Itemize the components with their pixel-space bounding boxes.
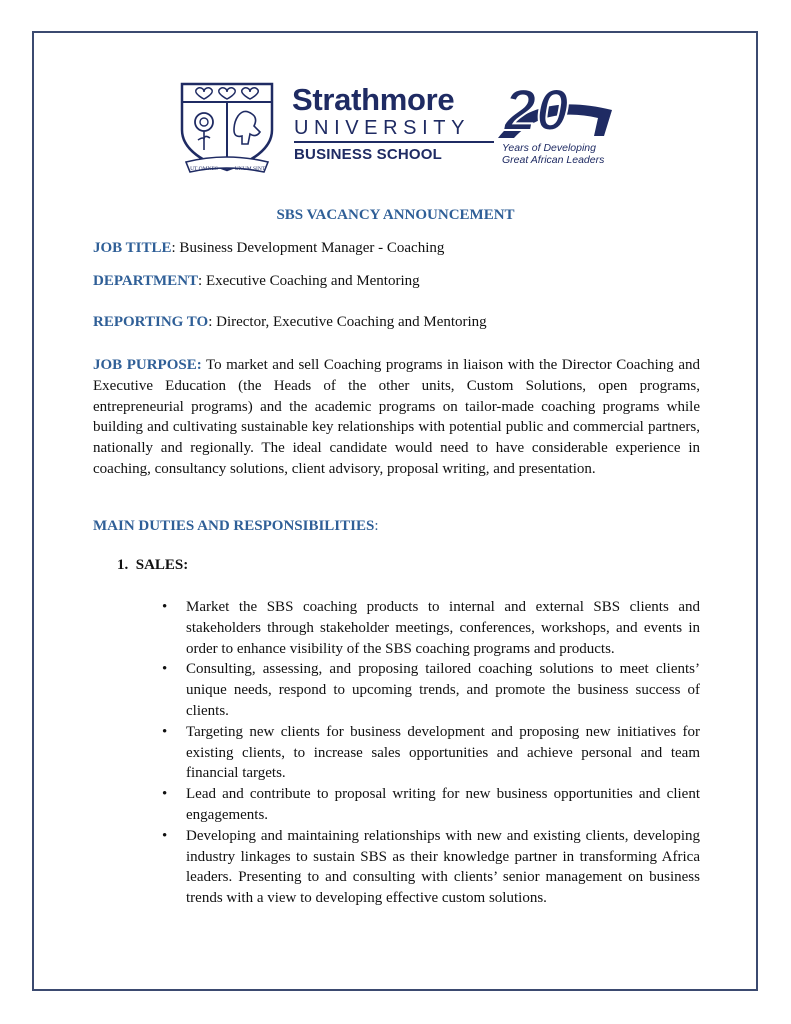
- logo-divider: [294, 141, 494, 143]
- anniversary-line-1: Years of Developing: [502, 142, 596, 154]
- bullet-icon: •: [162, 723, 168, 740]
- crest-motto-left: UT OMNES: [190, 166, 218, 172]
- anniversary-line-2: Great African Leaders: [502, 154, 605, 166]
- sales-heading: 1. SALES:: [117, 557, 189, 573]
- crest-icon: [178, 80, 276, 178]
- bullet-text: Consulting, assessing, and proposing tailored coaching solutions to meet clients’ unique needs, respond to upcoming trends, and promote the business success of clients.: [186, 661, 700, 719]
- reporting-label: REPORTING TO: [93, 314, 209, 330]
- bullet-icon: •: [162, 827, 168, 844]
- job-purpose-label: JOB PURPOSE:: [93, 357, 202, 373]
- duties-heading-colon: :: [374, 518, 379, 534]
- crest-motto-right: UNUM SINT: [234, 166, 266, 172]
- duties-heading-text: MAIN DUTIES AND RESPONSIBILITIES: [93, 518, 375, 534]
- logo-name: Strathmore: [292, 82, 455, 117]
- job-title-value: : Business Development Manager - Coaching: [171, 240, 445, 256]
- bullet-icon: •: [162, 661, 168, 678]
- job-title-line: [93, 240, 444, 257]
- bullet-icon: •: [162, 786, 168, 803]
- page-title: SBS VACANCY ANNOUNCEMENT: [276, 207, 515, 223]
- list-item: [162, 597, 700, 659]
- sales-bullet-list: [162, 597, 700, 909]
- department-line: [93, 273, 420, 290]
- logo-university: UNIVERSITY: [294, 117, 471, 139]
- bullet-text: Developing and maintaining relationships with new and existing clients, developing industry linkages to sustain SBS as their knowledge partner in transforming Africa leaders. Presenting to and consulting with clients’ senior management on business trends with a view to developing effective custom solutions.: [186, 827, 700, 907]
- reporting-value: : Director, Executive Coaching and Mentoring: [208, 314, 487, 330]
- bullet-text: Targeting new clients for business development and proposing new initiatives for existing clients, to increase sales opportunities and achieve personal and team financial targets.: [186, 723, 700, 782]
- reporting-line: [93, 314, 487, 331]
- job-purpose-text: To market and sell Coaching programs in liaison with the Director Coaching and Executive Education (the Heads of the other units, Custom Solutions, open programs, entrepreneurial programs) and the academic programs on tailor-made coaching programs while building and cultivating sustainable key relationships with potential public and commercial partners, nationally and regionally. The ideal candidate would need to have considerable experience in coaching, consultancy solutions, client advisory, proposal writing, and presentation.: [93, 357, 700, 477]
- bullet-text: Lead and contribute to proposal writing for new business opportunities and client engagements.: [186, 786, 700, 823]
- department-value: : Executive Coaching and Mentoring: [198, 273, 420, 289]
- department-label: DEPARTMENT: [93, 273, 199, 289]
- job-title-label: JOB TITLE: [93, 240, 172, 256]
- bullet-icon: •: [162, 599, 168, 615]
- duties-heading: [93, 518, 379, 535]
- list-item: [162, 659, 700, 721]
- university-logo: [178, 80, 618, 180]
- anniversary-badge: [494, 78, 618, 176]
- job-purpose: [93, 355, 700, 480]
- anniversary-number: 20: [504, 78, 569, 143]
- bullet-text: Market the SBS coaching products to internal and external SBS clients and stakeholders through stakeholder meetings, conferences, workshops, and events in order to enhance visibility of the SBS coaching programs and products.: [186, 599, 700, 657]
- list-item: [162, 784, 700, 826]
- logo-school: BUSINESS SCHOOL: [294, 146, 443, 163]
- list-item: [162, 722, 700, 784]
- list-item: [162, 826, 700, 909]
